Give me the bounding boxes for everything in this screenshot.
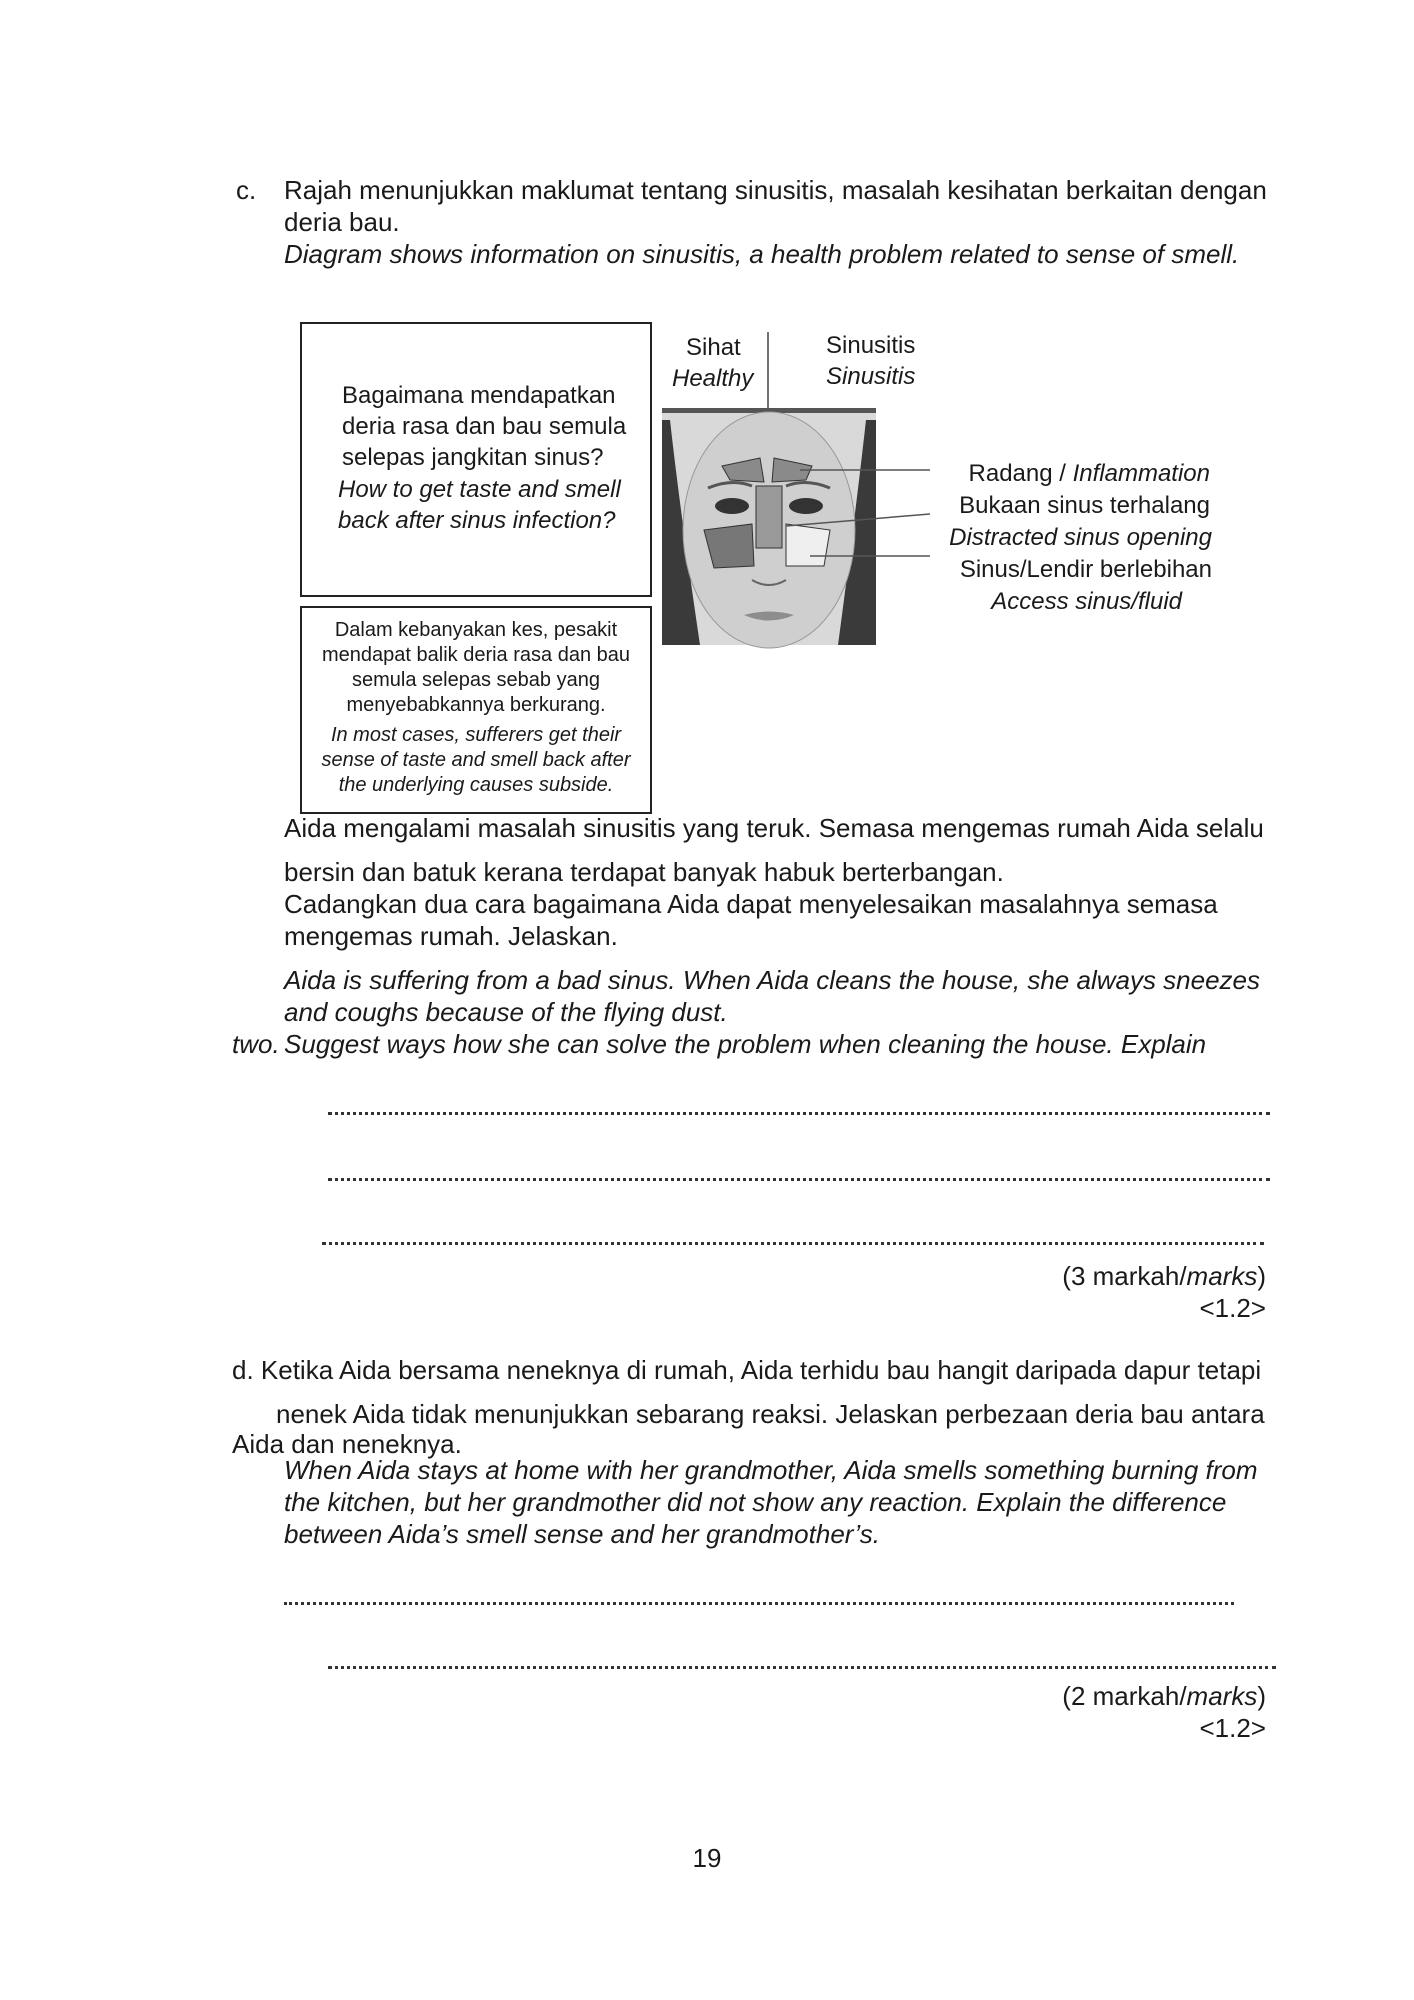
answer-line-d-1[interactable] xyxy=(284,1602,1234,1605)
left-eye xyxy=(715,498,749,514)
label-inflammation xyxy=(900,458,1210,489)
answer-box-ms-3: semula selepas sebab yang xyxy=(352,669,600,691)
maxillary-sinus-right xyxy=(786,524,830,566)
answer-line-c-3[interactable] xyxy=(322,1242,1264,1245)
answer-box-ms-2: mendapat balik deria rasa dan bau xyxy=(322,644,630,666)
right-eye xyxy=(789,498,823,514)
scenario-en-1: Aida is suffering from a bad sinus. When Aida cleans the house, she always sneezes xyxy=(284,965,1261,995)
label-sinusitis-ms: Sinusitis xyxy=(826,332,916,359)
label-inflammation-ms: Radang / xyxy=(968,460,1073,487)
answer-line-c-1[interactable] xyxy=(328,1112,1270,1115)
question-d-en-2: the kitchen, but her grandmother did not show any reaction. Explain the difference xyxy=(284,1487,1227,1517)
scenario-en-prefix: two. xyxy=(232,1029,280,1059)
label-excess-fluid-ms: Sinus/Lendir berlebihan xyxy=(959,556,1212,583)
question-c-intro-ms-1: Rajah menunjukkan maklumat tentang sinusitis, masalah kesihatan berkaitan dengan xyxy=(284,175,1267,205)
answer-line-c-2[interactable] xyxy=(328,1178,1270,1181)
answer-box-en-3: the underlying causes subside. xyxy=(338,774,614,796)
answer-box-ms-4: menyebabkannya berkurang. xyxy=(346,694,606,716)
question-d-ms-3: Aida dan neneknya. xyxy=(232,1429,462,1459)
question-box xyxy=(300,322,652,597)
question-box-ms-2: deria rasa dan bau semula xyxy=(342,413,627,440)
question-d-en-3: between Aida’s smell sense and her grandmother’s. xyxy=(284,1519,880,1549)
question-d-en-1: When Aida stays at home with her grandmother, Aida smells something burning from xyxy=(284,1455,1258,1485)
marks-c xyxy=(900,1260,1266,1292)
scenario-en-2: and coughs because of the flying dust. xyxy=(284,997,728,1027)
label-excess-fluid-en: Access sinus/fluid xyxy=(991,588,1182,615)
page-number: 19 xyxy=(692,1843,722,1873)
question-box-en-2: back after sinus infection? xyxy=(338,507,616,534)
question-box-ms-1: Bagaimana mendapatkan xyxy=(342,382,616,409)
question-c-intro-en: Diagram shows information on sinusitis, a health problem related to sense of smell. xyxy=(284,239,1240,269)
marks-d-en: marks xyxy=(1186,1681,1258,1711)
answer-line-d-2[interactable] xyxy=(328,1666,1276,1669)
marks-d-close: ) xyxy=(1257,1681,1266,1711)
ref-d: <1.2> xyxy=(1199,1713,1266,1743)
label-blocked-opening-en: Distracted sinus opening xyxy=(949,524,1212,551)
question-box-en-1: How to get taste and smell xyxy=(338,476,621,503)
marks-c-en: marks xyxy=(1186,1261,1258,1291)
question-box-ms-3: selepas jangkitan sinus? xyxy=(342,444,604,471)
answer-box xyxy=(300,606,652,814)
label-sinusitis-en: Sinusitis xyxy=(826,363,916,390)
marks-c-ms: (3 markah/ xyxy=(1062,1261,1187,1291)
marks-d-ms: (2 markah/ xyxy=(1062,1681,1187,1711)
label-blocked-opening-ms: Bukaan sinus terhalang xyxy=(959,492,1210,519)
marks-c-close: ) xyxy=(1257,1261,1266,1291)
label-healthy-ms: Sihat xyxy=(686,334,741,361)
question-d-ms-2: nenek Aida tidak menunjukkan sebarang reaksi. Jelaskan perbezaan deria bau antara xyxy=(276,1399,1265,1429)
scenario-ms-1: Aida mengalami masalah sinusitis yang teruk. Semasa mengemas rumah Aida selalu xyxy=(284,813,1264,843)
answer-box-ms-1: Dalam kebanyakan kes, pesakit xyxy=(334,619,618,641)
scenario-ms-4: mengemas rumah. Jelaskan. xyxy=(284,921,618,951)
marks-d xyxy=(900,1680,1266,1712)
label-healthy-en: Healthy xyxy=(672,365,754,392)
question-c-intro-ms-2: deria bau. xyxy=(284,207,400,237)
question-c-label: c. xyxy=(236,175,257,205)
scenario-ms-2: bersin dan batuk kerana terdapat banyak habuk berterbangan. xyxy=(284,857,1004,887)
ref-c: <1.2> xyxy=(1199,1293,1266,1323)
answer-box-en-1: In most cases, sufferers get their xyxy=(330,724,622,746)
ethmoid-sinus xyxy=(756,486,782,548)
scenario-en-3: Suggest ways how she can solve the problem when cleaning the house. Explain xyxy=(284,1029,1207,1059)
label-inflammation-en: Inflammation xyxy=(1072,460,1210,487)
answer-box-en-2: sense of taste and smell back after xyxy=(321,749,631,771)
question-d-ms-1: d. Ketika Aida bersama neneknya di rumah, Aida terhidu bau hangit daripada dapur tetapi xyxy=(232,1355,1262,1385)
scenario-ms-3: Cadangkan dua cara bagaimana Aida dapat menyelesaikan masalahnya semasa xyxy=(284,889,1218,919)
